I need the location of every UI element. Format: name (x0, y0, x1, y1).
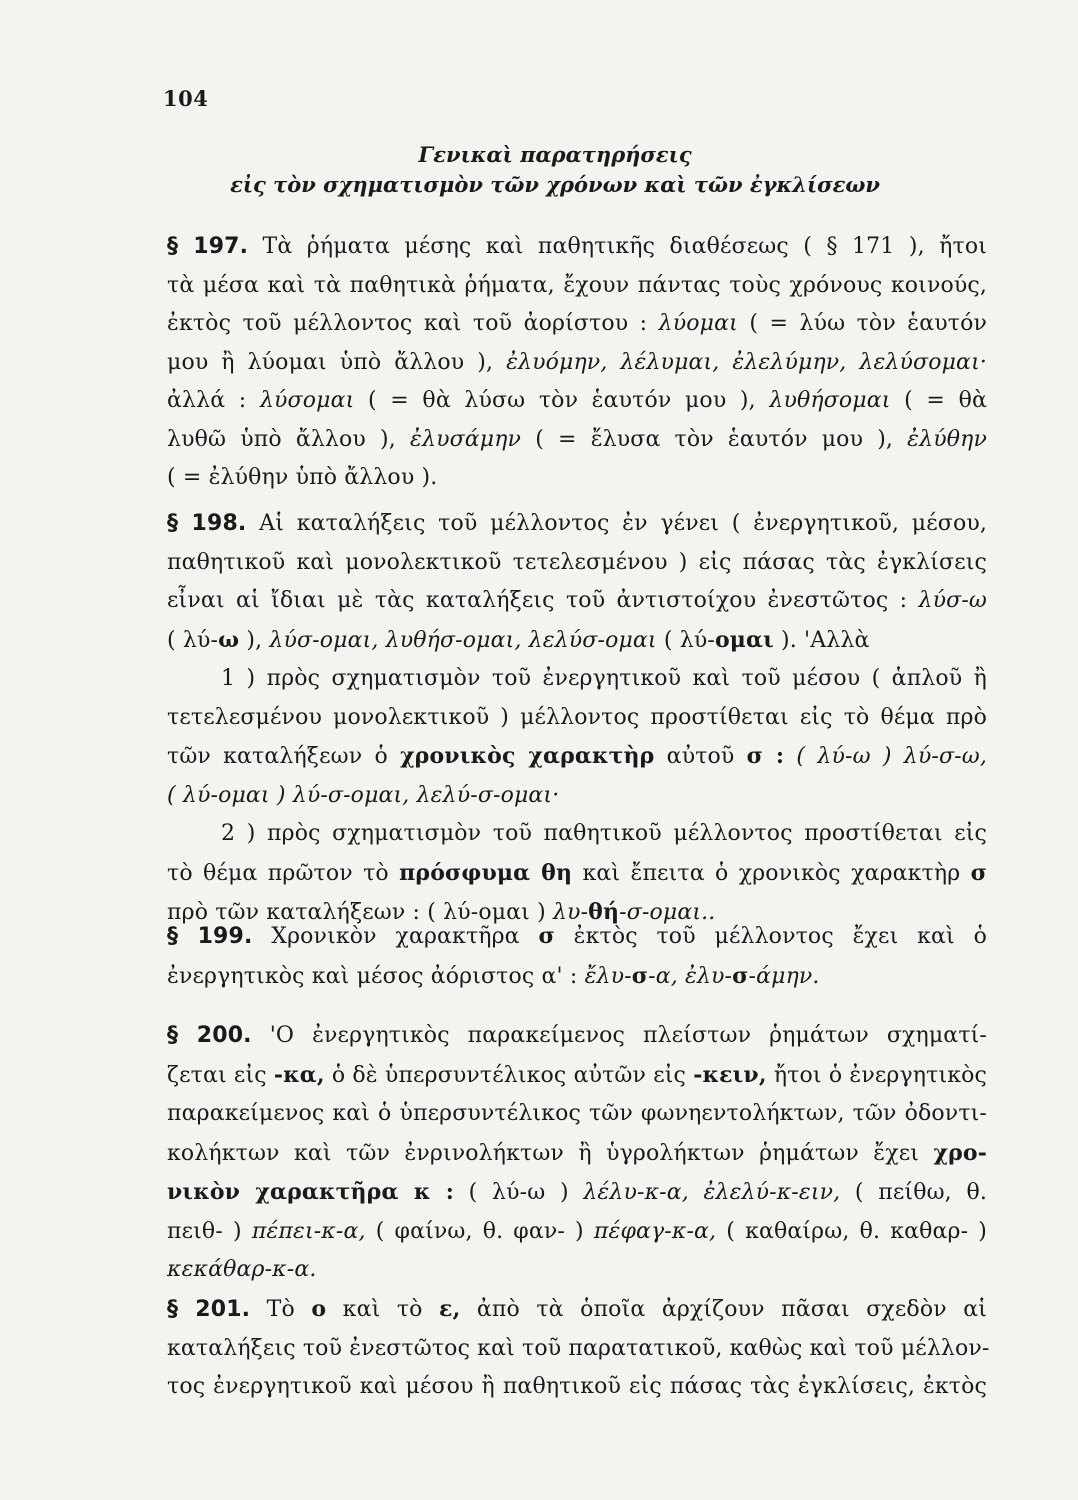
section-number: § 201. (167, 1297, 251, 1322)
text-run: λυ- (552, 900, 589, 925)
text-run: Χρονικὸν χαρακτῆρα (252, 924, 539, 949)
text-line (167, 228, 987, 267)
text-line (167, 382, 987, 421)
text-run: ( λύ- (167, 627, 219, 653)
text-run: ( = θὰ (890, 388, 987, 413)
paragraph-198 (167, 505, 987, 933)
text-run: λύομαι (658, 311, 738, 336)
text-run: ( καθαίρω, θ. καθαρ- ) (716, 1218, 987, 1244)
text-run: λέλυ-κ-α, ἐλελύ-κ-ειν, (583, 1180, 841, 1205)
page-number: 104 (163, 86, 209, 111)
text-run: ( = ἐλύθην ὑπὸ ἄλλου ). (167, 465, 438, 490)
text-run: ἐλύθην (907, 426, 987, 452)
text-run: λυθῶ ὑπὸ ἄλλου ), (167, 426, 411, 452)
text-run: ἐλυσάμην (410, 426, 522, 452)
text-run: ( πείθω, θ. (840, 1180, 987, 1205)
text-run: ( φαίνω, θ. φαν- ) (365, 1218, 594, 1244)
paragraph-199 (167, 917, 987, 996)
text-run: νικὸν χαρακτῆρα κ : (167, 1179, 455, 1205)
text-line (167, 1213, 987, 1252)
section-number: § 197. (167, 234, 249, 259)
text-run: ὁ δὲ ὑπερσυντέλικος αὐτῶν εἰς (324, 1062, 694, 1088)
text-line (167, 1173, 987, 1213)
text-run: Αἱ καταλήξεις τοῦ μέλλοντος ἐν γένει ( ἐνεργητικοῦ, μέσου, (246, 511, 988, 536)
text-run: ἐκτὸς τοῦ μέλλοντος ἔχει καὶ ὁ (554, 924, 987, 949)
text-run: Τὸ (250, 1297, 312, 1322)
text-run: πρόσφυμα θη (399, 859, 573, 886)
text-line (167, 1251, 987, 1290)
paragraph-201 (167, 1290, 990, 1407)
text-run: 2 ) πρὸς σχηματισμὸν τοῦ παθητικοῦ μέλλοντος προστίθεται εἰς (221, 821, 987, 846)
text-run: καὶ τὸ (326, 1297, 440, 1322)
text-run: πρὸ τῶν καταλήξεων : ( λύ-ομαι ) (167, 900, 553, 925)
text-run: λύσ-ομαι, λυθήσ-ομαι, λελύσ-ομαι (269, 627, 657, 653)
text-line (167, 1134, 987, 1174)
text-run: μου ἢ λύομαι ὑπὸ ἄλλου ), (167, 349, 507, 375)
text-line (167, 621, 987, 661)
section-number: § 198. (167, 511, 247, 536)
section-number: § 199. (167, 924, 253, 949)
text-run: ), (239, 627, 270, 653)
text-run: ζεται εἰς (167, 1062, 274, 1088)
text-run: καταλήξεις τοῦ ἐνεστῶτος καὶ τοῦ παρατατικοῦ, καθὼς καὶ τοῦ μέλλον- (167, 1335, 990, 1361)
text-run: θή (588, 899, 620, 925)
text-run: ἐκτὸς τοῦ μέλλοντος καὶ τοῦ ἀορίστου : (167, 311, 659, 336)
text-run: χρονικὸς χαρακτὴρ (400, 743, 655, 769)
text-run: χρο- (933, 1139, 987, 1166)
text-run: ( λύ-ω ) λύ-σ-ω, (784, 744, 987, 769)
text-run: τὰ μέσα καὶ τὰ παθητικὰ ῥήματα, ἔχουν πάντας τοὺς χρόνους κοινούς, (167, 272, 987, 298)
text-run: -α, ἐλυ- (648, 963, 733, 989)
text-line (167, 305, 987, 344)
text-run: ἐνεργητικὸς καὶ μέσος ἀόριστος α' : (167, 963, 585, 989)
section-heading (130, 140, 980, 200)
text-line (167, 421, 987, 460)
text-run: -κειν, (693, 1061, 767, 1088)
text-run: ἐλυόμην, λέλυμαι, ἐλελύμην, λελύσομαι· (506, 349, 987, 375)
text-run: ( λύ-ω ) (454, 1180, 584, 1205)
text-run: σ (631, 962, 649, 989)
text-run: ομαι (714, 626, 774, 653)
text-run: 'Ο ἐνεργητικὸς παρακείμενος πλείστων ῥημάτων σχηματί- (251, 1023, 987, 1048)
text-line (167, 737, 987, 777)
text-run: ε, (439, 1296, 461, 1322)
text-line (167, 582, 987, 621)
text-run: λύσομαι (259, 388, 355, 413)
text-run: -σ-ομαι.. (619, 900, 716, 925)
text-run: τῶν καταλήξεων ὁ (167, 744, 401, 769)
text-run: κολήκτων καὶ τῶν ἐνρινολήκτων ἢ ὑγρολήκτων ῥημάτων ἔχει (167, 1140, 934, 1166)
text-line (167, 1017, 987, 1056)
text-run: ). 'Αλλὰ (773, 627, 870, 653)
text-line (167, 917, 987, 957)
text-run: ( λύ-ομαι ) λύ-σ-ομαι, λελύ-σ-ομαι· (167, 782, 560, 808)
text-run: σ (732, 962, 749, 989)
text-line (167, 1056, 987, 1096)
text-run: αὐτοῦ (654, 744, 747, 769)
text-run: τος ἐνεργητικοῦ καὶ μέσου ἢ παθητικοῦ εἰς πάσας τὰς ἐγκλίσεις, ἐκτὸς (167, 1374, 987, 1399)
text-run: σ : (746, 743, 785, 769)
text-run: ἀπὸ τὰ ὁποῖα ἀρχίζουν πᾶσαι σχεδὸν αἱ (460, 1297, 987, 1322)
text-run: σ (538, 923, 555, 949)
text-run: πειθ- ) (167, 1218, 252, 1244)
text-run: ( = θὰ λύσω τὸν ἑαυτόν μου ), (354, 388, 770, 413)
text-run: ἀλλά : (167, 388, 260, 413)
text-line (167, 854, 987, 894)
text-run: ( λύ- (656, 627, 715, 653)
text-run: ω (218, 626, 240, 653)
text-run: -κα, (273, 1061, 325, 1088)
text-run: -άμην. (748, 963, 820, 989)
text-run: ἔλυ- (584, 963, 632, 989)
text-run: παθητικοῦ καὶ μονολεκτικοῦ τετελεσμένου ) εἰς πάσας τὰς ἐγκλίσεις (167, 549, 987, 575)
text-run: τετελεσμένου μονολεκτικοῦ ) μέλλοντος προστίθεται εἰς τὸ θέμα πρὸ (167, 704, 987, 730)
section-number: § 200. (167, 1023, 252, 1048)
text-run: Τὰ ῥήματα μέσης καὶ παθητικῆς διαθέσεως ( § 171 ), ἤτοι (248, 234, 987, 259)
text-run: εἶναι αἱ ἴδιαι μὲ τὰς καταλήξεις τοῦ ἀντιστοίχου ἐνεστῶτος : (167, 588, 919, 613)
text-run: ( = λύω τὸν ἑαυτόν (737, 311, 987, 336)
text-run: πέφαγ-κ-α, (593, 1218, 717, 1244)
text-run: καὶ ἔπειτα ὁ χρονικὸς χαρακτὴρ (572, 860, 971, 886)
text-run: λύσ-ω (918, 588, 987, 613)
heading-line-2: εἰς τὸν σχηματισμὸν τῶν χρόνων καὶ τῶν ἐγκλίσεων (230, 172, 880, 197)
text-run: κεκάθαρ-κ-α. (167, 1257, 317, 1282)
paragraph-197 (167, 228, 987, 498)
text-run: παρακείμενος καὶ ὁ ὑπερσυντέλικος τῶν φωνηεντολήκτων, τῶν ὀδοντι- (167, 1101, 987, 1126)
text-run: 1 ) πρὸς σχηματισμὸν τοῦ ἐνεργητικοῦ καὶ τοῦ μέσου ( ἁπλοῦ ἢ (221, 666, 987, 691)
text-run: ἤτοι ὁ ἐνεργητικὸς (766, 1062, 987, 1088)
paragraph-200 (167, 1017, 987, 1290)
text-line (167, 957, 987, 997)
text-run: πέπει-κ-α, (251, 1218, 366, 1244)
text-run: σ (970, 859, 988, 886)
text-run: ο (311, 1296, 327, 1322)
text-line (167, 1290, 987, 1330)
heading-line-1: Γενικαὶ παρατηρήσεις (418, 142, 692, 167)
text-run: ( = ἔλυσα τὸν ἑαυτόν μου ), (521, 426, 908, 452)
text-line (167, 777, 987, 816)
text-line (167, 344, 987, 383)
text-line (167, 505, 987, 544)
text-run: λυθήσομαι (769, 388, 891, 413)
text-run: τὸ θέμα πρῶτον τὸ (167, 860, 400, 886)
